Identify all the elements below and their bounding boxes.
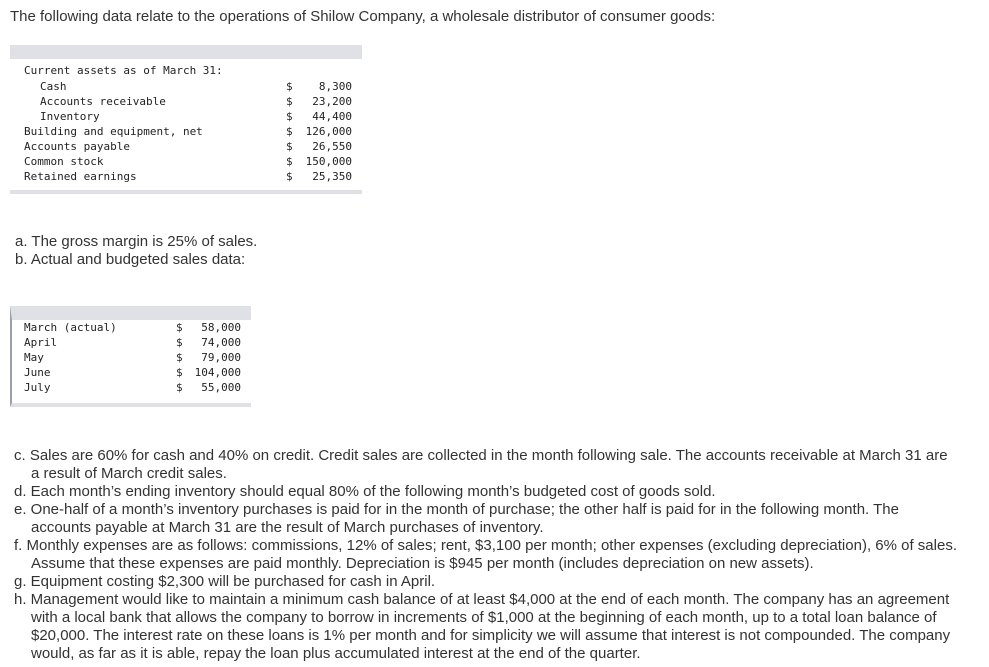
row-dollar: $ bbox=[286, 80, 293, 93]
intro-text: The following data relate to the operations of Shilow Company, a wholesale distributor of consumer goods: bbox=[10, 8, 716, 25]
row-dollar: $ bbox=[286, 170, 293, 183]
row-label: July bbox=[24, 381, 51, 394]
row-dollar: $ bbox=[286, 95, 293, 108]
row-dollar: $ bbox=[286, 140, 293, 153]
note-h: h. Management would like to maintain a minimum cash balance of at least $4,000 at the end of each month. The company has an agreement with a local bank that allows the company to borrow in increments of $1,000 at the beginning of each month, up to a total loan balance of $20,000. The interest rate on these loans is 1% per month and for simplicity we will assume that interest is not compounded. The company would, as far as it is able, repay the loan plus accumulated interest at the end of the quarter. bbox=[14, 591, 951, 662]
table-row bbox=[10, 79, 362, 94]
table-row bbox=[12, 380, 251, 395]
row-label: Accounts payable bbox=[24, 140, 130, 153]
table-row bbox=[10, 109, 362, 124]
note-a: a. The gross margin is 25% of sales. bbox=[15, 233, 258, 250]
note-f: f. Monthly expenses are as follows: commissions, 12% of sales; rent, $3,100 per month; other expenses (excluding depreciation), 6% of sales. Assume that these expenses are paid monthly. Depreciation is $945 per month (includes depreciation on new assets). bbox=[14, 537, 957, 572]
row-dollar: $ bbox=[286, 155, 293, 168]
notes-ch bbox=[14, 447, 959, 663]
row-value: 104,000 bbox=[194, 366, 241, 379]
row-value: 74,000 bbox=[201, 336, 241, 349]
table-row bbox=[12, 365, 251, 380]
notes-ab bbox=[15, 233, 257, 269]
table-row bbox=[10, 154, 362, 169]
row-value: 23,200 bbox=[312, 95, 352, 108]
note-b: b. Actual and budgeted sales data: bbox=[15, 251, 246, 268]
row-value: 150,000 bbox=[305, 155, 352, 168]
note-d: d. Each month’s ending inventory should equal 80% of the following month’s budgeted cost of goods sold. bbox=[14, 483, 716, 500]
table-row bbox=[10, 169, 362, 184]
row-value: 26,550 bbox=[312, 140, 352, 153]
row-dollar: $ bbox=[176, 381, 183, 394]
row-value: 79,000 bbox=[201, 351, 241, 364]
sales-table bbox=[10, 306, 251, 407]
row-dollar: $ bbox=[176, 321, 183, 334]
row-value: 55,000 bbox=[201, 381, 241, 394]
row-label: Accounts receivable bbox=[40, 95, 166, 108]
note-c: c. Sales are 60% for cash and 40% on credit. Credit sales are collected in the month following sale. The accounts receivable at March 31 are a result of March credit sales. bbox=[14, 447, 948, 482]
row-label: Building and equipment, net bbox=[24, 125, 203, 138]
table-row bbox=[10, 139, 362, 154]
row-dollar: $ bbox=[176, 366, 183, 379]
row-value: 126,000 bbox=[305, 125, 352, 138]
row-label: Inventory bbox=[40, 110, 100, 123]
row-label: March (actual) bbox=[24, 321, 117, 334]
table-row bbox=[12, 335, 251, 350]
balance-table bbox=[10, 45, 362, 194]
row-label: Common stock bbox=[24, 155, 104, 168]
row-value: 44,400 bbox=[312, 110, 352, 123]
row-label: Retained earnings bbox=[24, 170, 137, 183]
table-row bbox=[12, 320, 251, 335]
row-dollar: $ bbox=[286, 125, 293, 138]
row-label: June bbox=[24, 366, 51, 379]
row-label: April bbox=[24, 336, 58, 349]
row-dollar: $ bbox=[176, 351, 183, 364]
note-g: g. Equipment costing $2,300 will be purchased for cash in April. bbox=[14, 573, 436, 590]
row-value: 8,300 bbox=[318, 80, 352, 93]
row-dollar: $ bbox=[286, 110, 293, 123]
row-value: 25,350 bbox=[312, 170, 352, 183]
row-dollar: $ bbox=[176, 336, 183, 349]
row-label: May bbox=[24, 351, 44, 364]
row-value: 58,000 bbox=[201, 321, 241, 334]
row-label: Cash bbox=[40, 80, 67, 93]
note-e: e. One-half of a month’s inventory purchases is paid for in the month of purchase; the other half is paid for in the following month. The accounts payable at March 31 are the result of March purchases of inventory. bbox=[14, 501, 899, 536]
table-row bbox=[12, 350, 251, 365]
table-row bbox=[10, 94, 362, 109]
table-row bbox=[10, 124, 362, 139]
balance-table-caption: Current assets as of March 31: bbox=[24, 64, 223, 77]
